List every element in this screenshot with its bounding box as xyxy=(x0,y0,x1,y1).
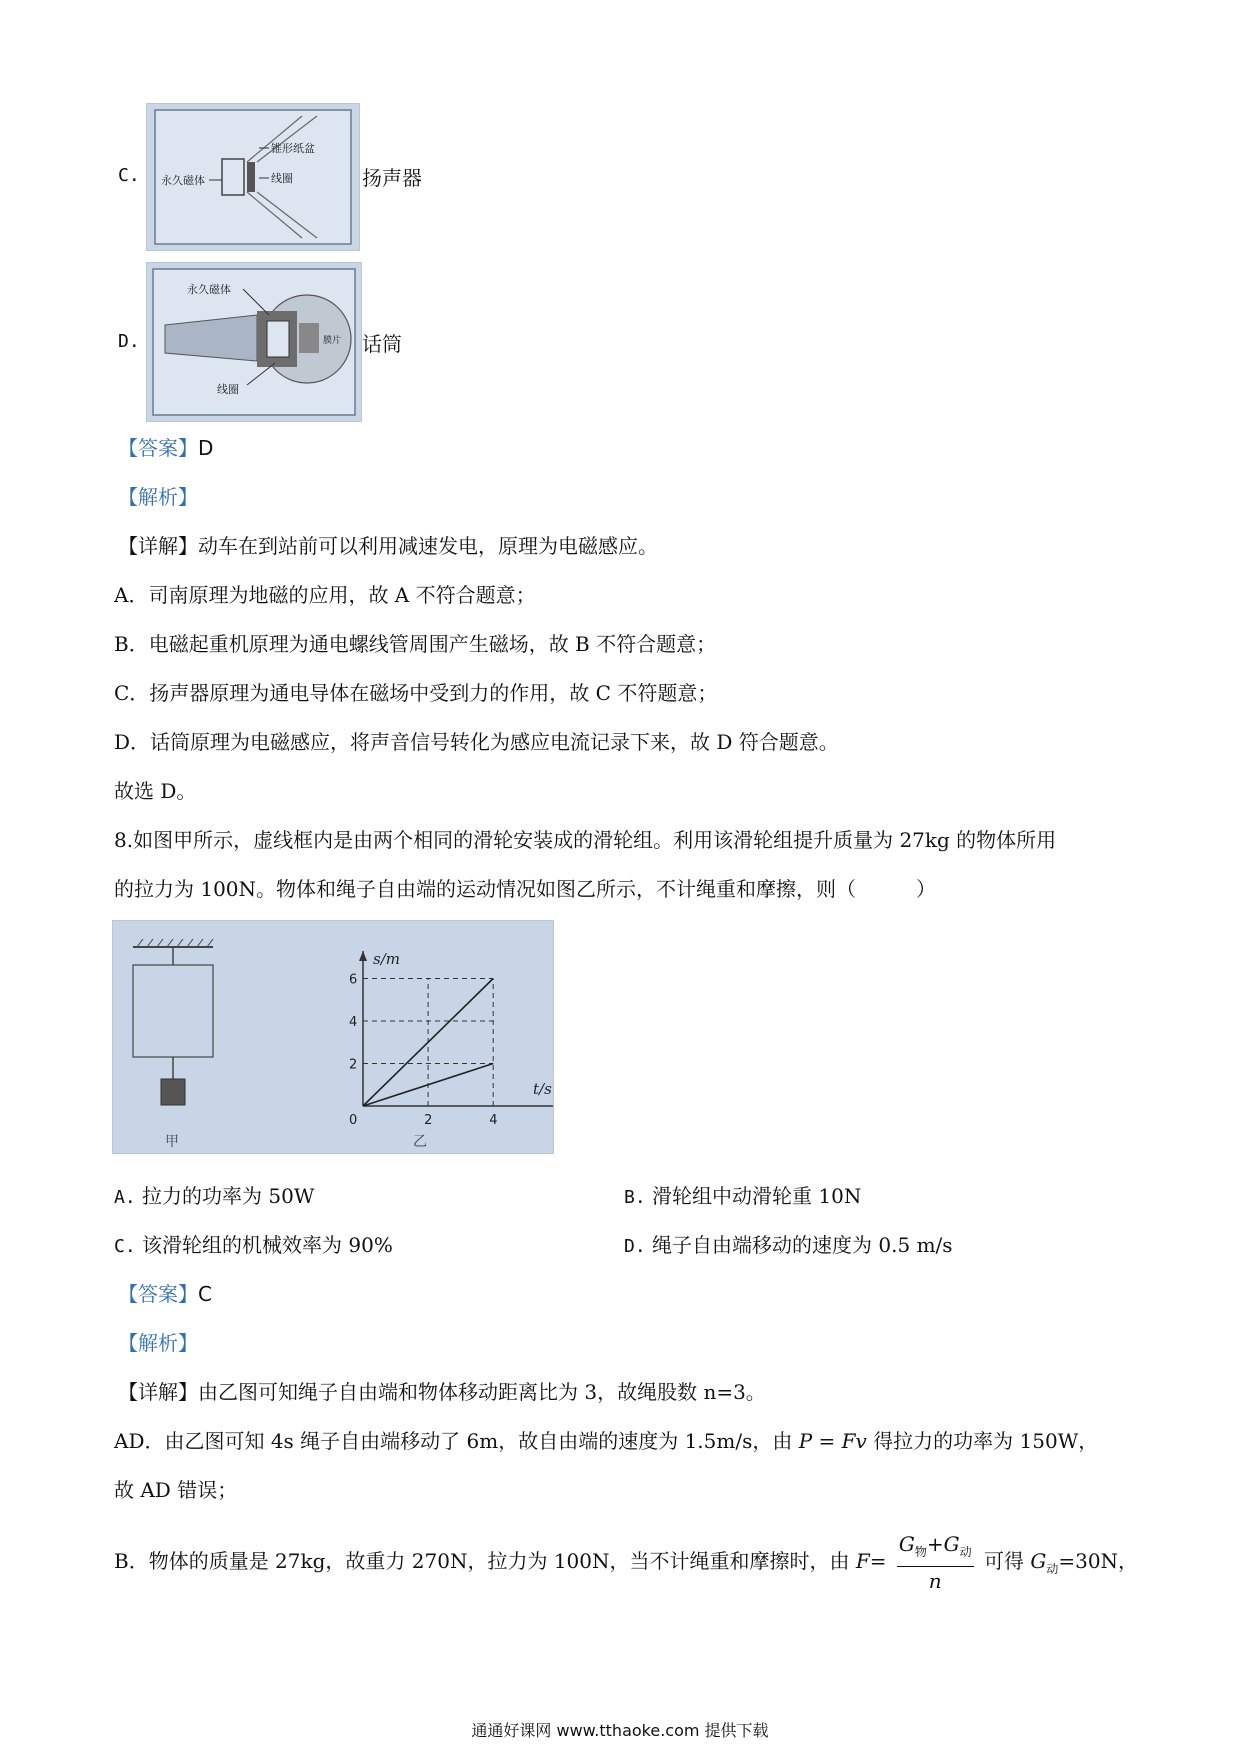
q7-detail xyxy=(118,532,658,560)
figure-label-yi: 乙 xyxy=(413,1134,427,1150)
q8-b-formula-lhs: F= xyxy=(855,1549,887,1573)
q7-detail-text: 动车在到站前可以利用减速发电，原理为电磁感应。 xyxy=(198,534,658,558)
q7-answer xyxy=(118,434,213,462)
q8-b-num-plus: + xyxy=(926,1532,944,1556)
q8-figure xyxy=(112,920,554,1154)
q8-analysis-tag: 【解析】 xyxy=(118,1331,198,1355)
q8-option-d[interactable] xyxy=(624,1231,953,1261)
speaker-diagram xyxy=(147,104,359,250)
q8-b-num-sub1: 物 xyxy=(914,1545,927,1559)
q8-b-denominator: n xyxy=(928,1569,942,1593)
q8-option-a-text: 拉力的功率为 50W xyxy=(142,1184,315,1208)
q8-ad-line1 xyxy=(114,1427,1098,1455)
q7-answer-tag: 【答案】 xyxy=(118,436,198,460)
q7-line-b: B．电磁起重机原理为通电螺线管周围产生磁场，故 B 不符合题意； xyxy=(114,632,717,656)
microphone-image xyxy=(146,262,362,422)
q8-option-c-label: C. xyxy=(114,1236,136,1257)
q8-option-d-text: 绳子自由端移动的速度为 0.5 m/s xyxy=(652,1233,953,1257)
q7-answer-value: D xyxy=(198,436,214,460)
q7-line-d: D．话筒原理为电磁感应，将声音信号转化为感应电流记录下来，故 D 符合题意。 xyxy=(114,730,839,754)
q8-option-c[interactable] xyxy=(114,1231,393,1261)
speaker-label-coil: 线圈 xyxy=(271,172,293,185)
q8-option-a[interactable] xyxy=(114,1182,314,1212)
q8-stem-line1: 8.如图甲所示，虚线框内是由两个相同的滑轮安装成的滑轮组。利用该滑轮组提升质量为 27kg 的物体所用 xyxy=(114,828,1057,852)
q8-option-b[interactable] xyxy=(624,1182,861,1212)
q8-option-b-label: B. xyxy=(624,1187,646,1208)
q8-answer-tag: 【答案】 xyxy=(118,1282,198,1306)
q7-conclusion: 故选 D。 xyxy=(114,779,197,803)
q8-b-numerator xyxy=(897,1530,974,1567)
speaker-label-cone: 锥形纸盆 xyxy=(271,142,315,155)
x-tick-label: 0 xyxy=(349,1113,358,1128)
speaker-image xyxy=(146,103,360,251)
option-c-label: C. xyxy=(118,165,140,186)
q8-option-a-label: A. xyxy=(114,1187,136,1208)
y-tick-label: 6 xyxy=(349,972,358,988)
q8-b-post: 可得 xyxy=(983,1549,1024,1573)
x-tick-label: 4 xyxy=(489,1113,498,1128)
option-c-caption: 扬声器 xyxy=(362,166,422,190)
q7-detail-tag: 【详解】 xyxy=(118,534,198,558)
option-d-label: D. xyxy=(118,331,140,352)
y-tick-label: 2 xyxy=(349,1057,358,1073)
q8-b-result-sub: 动 xyxy=(1046,1562,1059,1576)
q8-b-fraction xyxy=(897,1530,974,1595)
q8-b-result-g: G xyxy=(1030,1549,1047,1573)
figure-label-jia: 甲 xyxy=(165,1134,179,1150)
microphone-diagram xyxy=(147,263,361,421)
q8-detail-text: 由乙图可知绳子自由端和物体移动距离比为 3，故绳股数 n=3。 xyxy=(198,1380,766,1404)
q8-b-num-g2: G xyxy=(943,1532,960,1556)
q8-option-b-text: 滑轮组中动滑轮重 10N xyxy=(652,1184,862,1208)
q8-option-d-label: D. xyxy=(624,1236,646,1257)
q8-ad-line2: 故 AD 错误； xyxy=(114,1478,238,1502)
y-tick-label: 4 xyxy=(349,1015,358,1030)
q7-line-a: A．司南原理为地磁的应用，故 A 不符合题意； xyxy=(114,583,536,607)
q8-b-num-sub2: 动 xyxy=(959,1545,972,1559)
q8-b-pre: B．物体的质量是 27kg，故重力 270N，拉力为 100N，当不计绳重和摩擦时，由 xyxy=(114,1549,850,1573)
q8-detail xyxy=(118,1378,766,1406)
q8-b-num-g1: G xyxy=(898,1532,915,1556)
mic-label-coil: 线圈 xyxy=(217,383,239,396)
mic-label-magnet: 永久磁体 xyxy=(187,283,231,296)
speaker-label-magnet: 永久磁体 xyxy=(161,174,205,187)
q7-line-c: C．扬声器原理为通电导体在磁场中受到力的作用，故 C 不符题意； xyxy=(114,681,718,705)
x-axis-label: t/s xyxy=(533,1080,552,1098)
q8-stem-line2: 的拉力为 100N。物体和绳子自由端的运动情况如图乙所示，不计绳重和摩擦，则（ ） xyxy=(114,877,937,901)
option-d-caption: 话筒 xyxy=(362,332,402,356)
mic-label-diaphragm: 膜片 xyxy=(323,336,342,346)
q8-b-line xyxy=(114,1530,1138,1595)
q8-figure-svg xyxy=(113,921,553,1153)
q8-option-c-text: 该滑轮组的机械效率为 90% xyxy=(142,1233,393,1257)
x-tick-label: 2 xyxy=(424,1113,433,1128)
q7-analysis-tag: 【解析】 xyxy=(118,485,198,509)
q8-ad-formula: P = Fv xyxy=(798,1429,867,1453)
page-footer: 通通好课网 www.tthaoke.com 提供下载 xyxy=(471,1721,769,1740)
q8-ad-pre: AD．由乙图可知 4s 绳子自由端移动了 6m，故自由端的速度为 1.5m/s，由 xyxy=(114,1429,793,1453)
q8-detail-tag: 【详解】 xyxy=(118,1380,198,1404)
q8-answer xyxy=(118,1280,212,1308)
q8-ad-post: 得拉力的功率为 150W， xyxy=(873,1429,1099,1453)
y-axis-label: s/m xyxy=(373,950,400,968)
q8-b-result-val: =30N， xyxy=(1058,1549,1139,1573)
q8-answer-value: C xyxy=(198,1282,212,1306)
